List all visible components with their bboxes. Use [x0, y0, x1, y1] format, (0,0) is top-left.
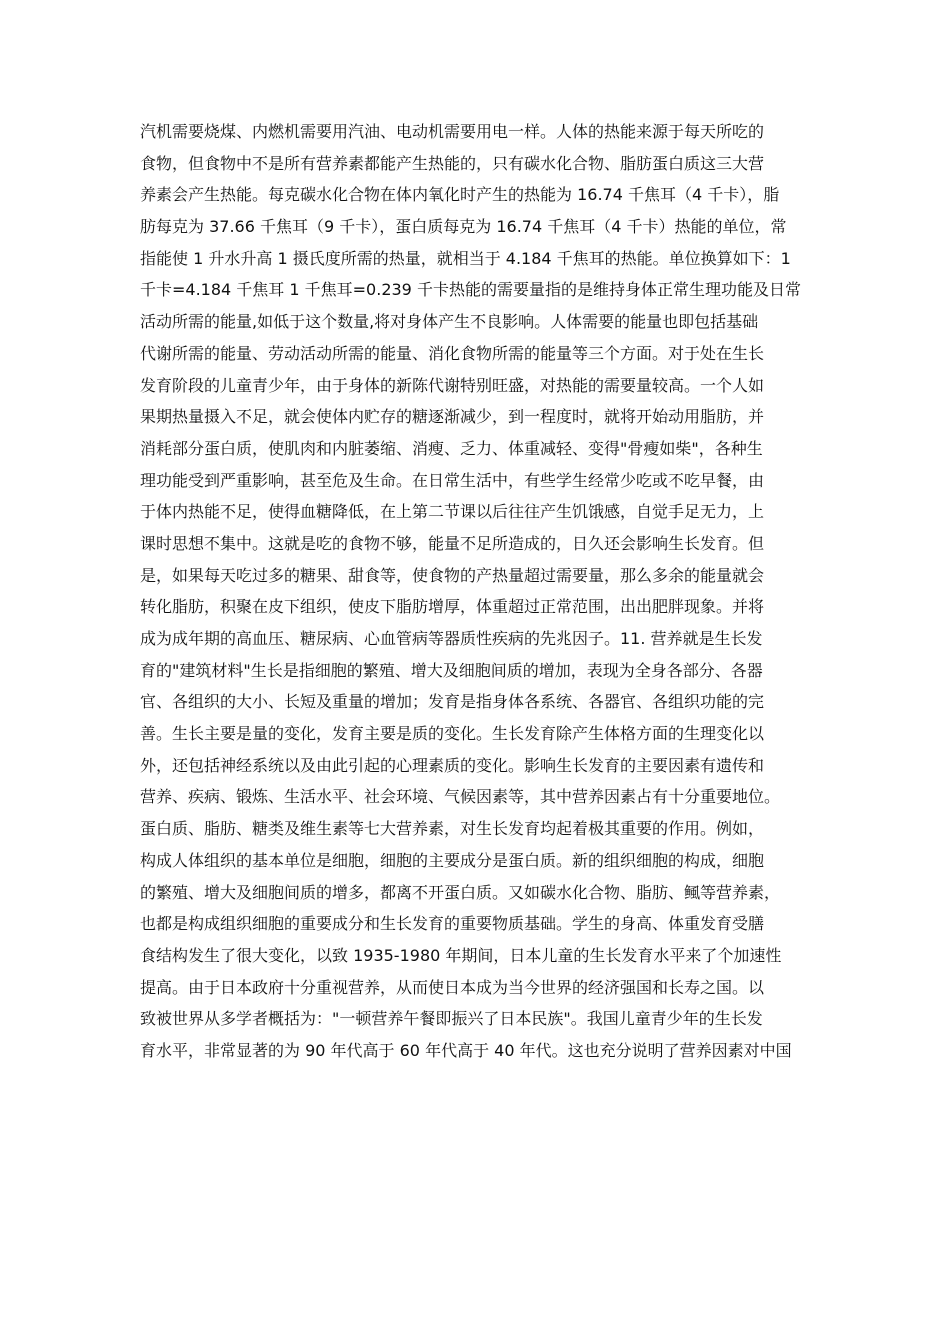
- text-line: 成为成年期的高血压、糖尿病、心血管病等器质性疾病的先兆因子。11. 营养就是生长发: [140, 629, 763, 648]
- text-line: 营养、疾病、锻炼、生活水平、社会环境、气候因素等，其中营养因素占有十分重要地位。: [140, 787, 781, 807]
- text-line: 养素会产生热能。每克碳水化合物在体内氧化时产生的热能为 16.74 千焦耳（4 千卡），脂: [140, 185, 780, 205]
- text-line: 善。生长主要是量的变化，发育主要是质的变化。生长发育除产生体格方面的生理变化以: [140, 724, 765, 744]
- text-line: 是，如果每天吃过多的糖果、甜食等，使食物的产热量超过需要量，那么多余的能量就会: [140, 565, 765, 585]
- text-line: 外，还包括神经系统以及由此引起的心理素质的变化。影响生长发育的主要因素有遗传和: [140, 755, 765, 775]
- text-line: 育的"建筑材料"生长是指细胞的繁殖、增大及细胞间质的增加，表现为全身各部分、各器: [140, 660, 763, 680]
- text-line: 消耗部分蛋白质，使肌肉和内脏萎缩、消瘦、乏力、体重减轻、变得"骨瘦如柴"，各种生: [140, 438, 763, 458]
- body-text: [140, 116, 820, 1067]
- text-line: 育水平，非常显著的为 90 年代高于 60 年代高于 40 年代。这也充分说明了营养因素对中国: [140, 1040, 792, 1060]
- text-line: 代谢所需的能量、劳动活动所需的能量、消化食物所需的能量等三个方面。对于处在生长: [140, 343, 765, 363]
- text-line: 肪每克为 37.66 千焦耳（9 千卡），蛋白质每克为 16.74 千焦耳（4 千卡）热能的单位，常: [140, 217, 787, 237]
- text-line: 官、各组织的大小、长短及重量的增加；发育是指身体各系统、各器官、各组织功能的完: [140, 692, 765, 712]
- text-line: 果期热量摄入不足，就会使体内贮存的糖逐渐减少，到一程度时，就将开始动用脂肪，并: [140, 407, 765, 427]
- text-line: 于体内热能不足，使得血糖降低，在上第二节课以后往往产生饥饿感，自觉手足无力，上: [140, 502, 765, 522]
- text-line: 食结构发生了很大变化，以致 1935-1980 年期间，日本儿童的生长发育水平来了个加速性: [140, 945, 782, 965]
- text-line: 千卡=4.184 千焦耳 1 千焦耳=0.239 千卡热能的需要量指的是维持身体正常生理功能及日常: [140, 280, 801, 300]
- text-line: 致被世界从多学者概括为："一顿营养午餐即振兴了日本民族"。我国儿童青少年的生长发: [140, 1009, 763, 1029]
- text-line: 理功能受到严重影响，甚至危及生命。在日常生活中，有些学生经常少吃或不吃早餐，由: [140, 470, 765, 490]
- text-line: 提高。由于日本政府十分重视营养，从而使日本成为当今世界的经济强国和长寿之国。以: [140, 977, 765, 997]
- text-line: 食物，但食物中不是所有营养素都能产生热能的，只有碳水化合物、脂肪蛋白质这三大营: [140, 153, 765, 173]
- text-line: 发育阶段的儿童青少年，由于身体的新陈代谢特别旺盛，对热能的需要量较高。一个人如: [140, 375, 765, 395]
- text-line: 也都是构成组织细胞的重要成分和生长发育的重要物质基础。学生的身高、体重发育受膳: [140, 914, 765, 934]
- text-line: 课时思想不集中。这就是吃的食物不够，能量不足所造成的，日久还会影响生长发育。但: [140, 533, 765, 553]
- text-line: 蛋白质、脂肪、糖类及维生素等七大营养素，对生长发育均起着极其重要的作用。例如，: [140, 819, 765, 839]
- text-line: 构成人体组织的基本单位是细胞，细胞的主要成分是蛋白质。新的组织细胞的构成，细胞: [140, 850, 765, 870]
- text-line: 汽机需要烧煤、内燃机需要用汽油、电动机需要用电一样。人体的热能来源于每天所吃的: [140, 122, 765, 141]
- text-line: 的繁殖、增大及细胞间质的增多，都离不开蛋白质。又如碳水化合物、脂肪、鲺等营养素，: [140, 882, 781, 902]
- text-line: 活动所需的能量,如低于这个数量,将对身体产生不良影响。人体需要的能量也即包括基础: [140, 312, 759, 332]
- text-line: 转化脂肪，积聚在皮下组织，使皮下脂肪增厚，体重超过正常范围，出出肥胖现象。并将: [140, 597, 765, 617]
- text-line: 指能使 1 升水升高 1 摄氏度所需的热量，就相当于 4.184 千焦耳的热能。单位换算如下：1: [140, 248, 791, 268]
